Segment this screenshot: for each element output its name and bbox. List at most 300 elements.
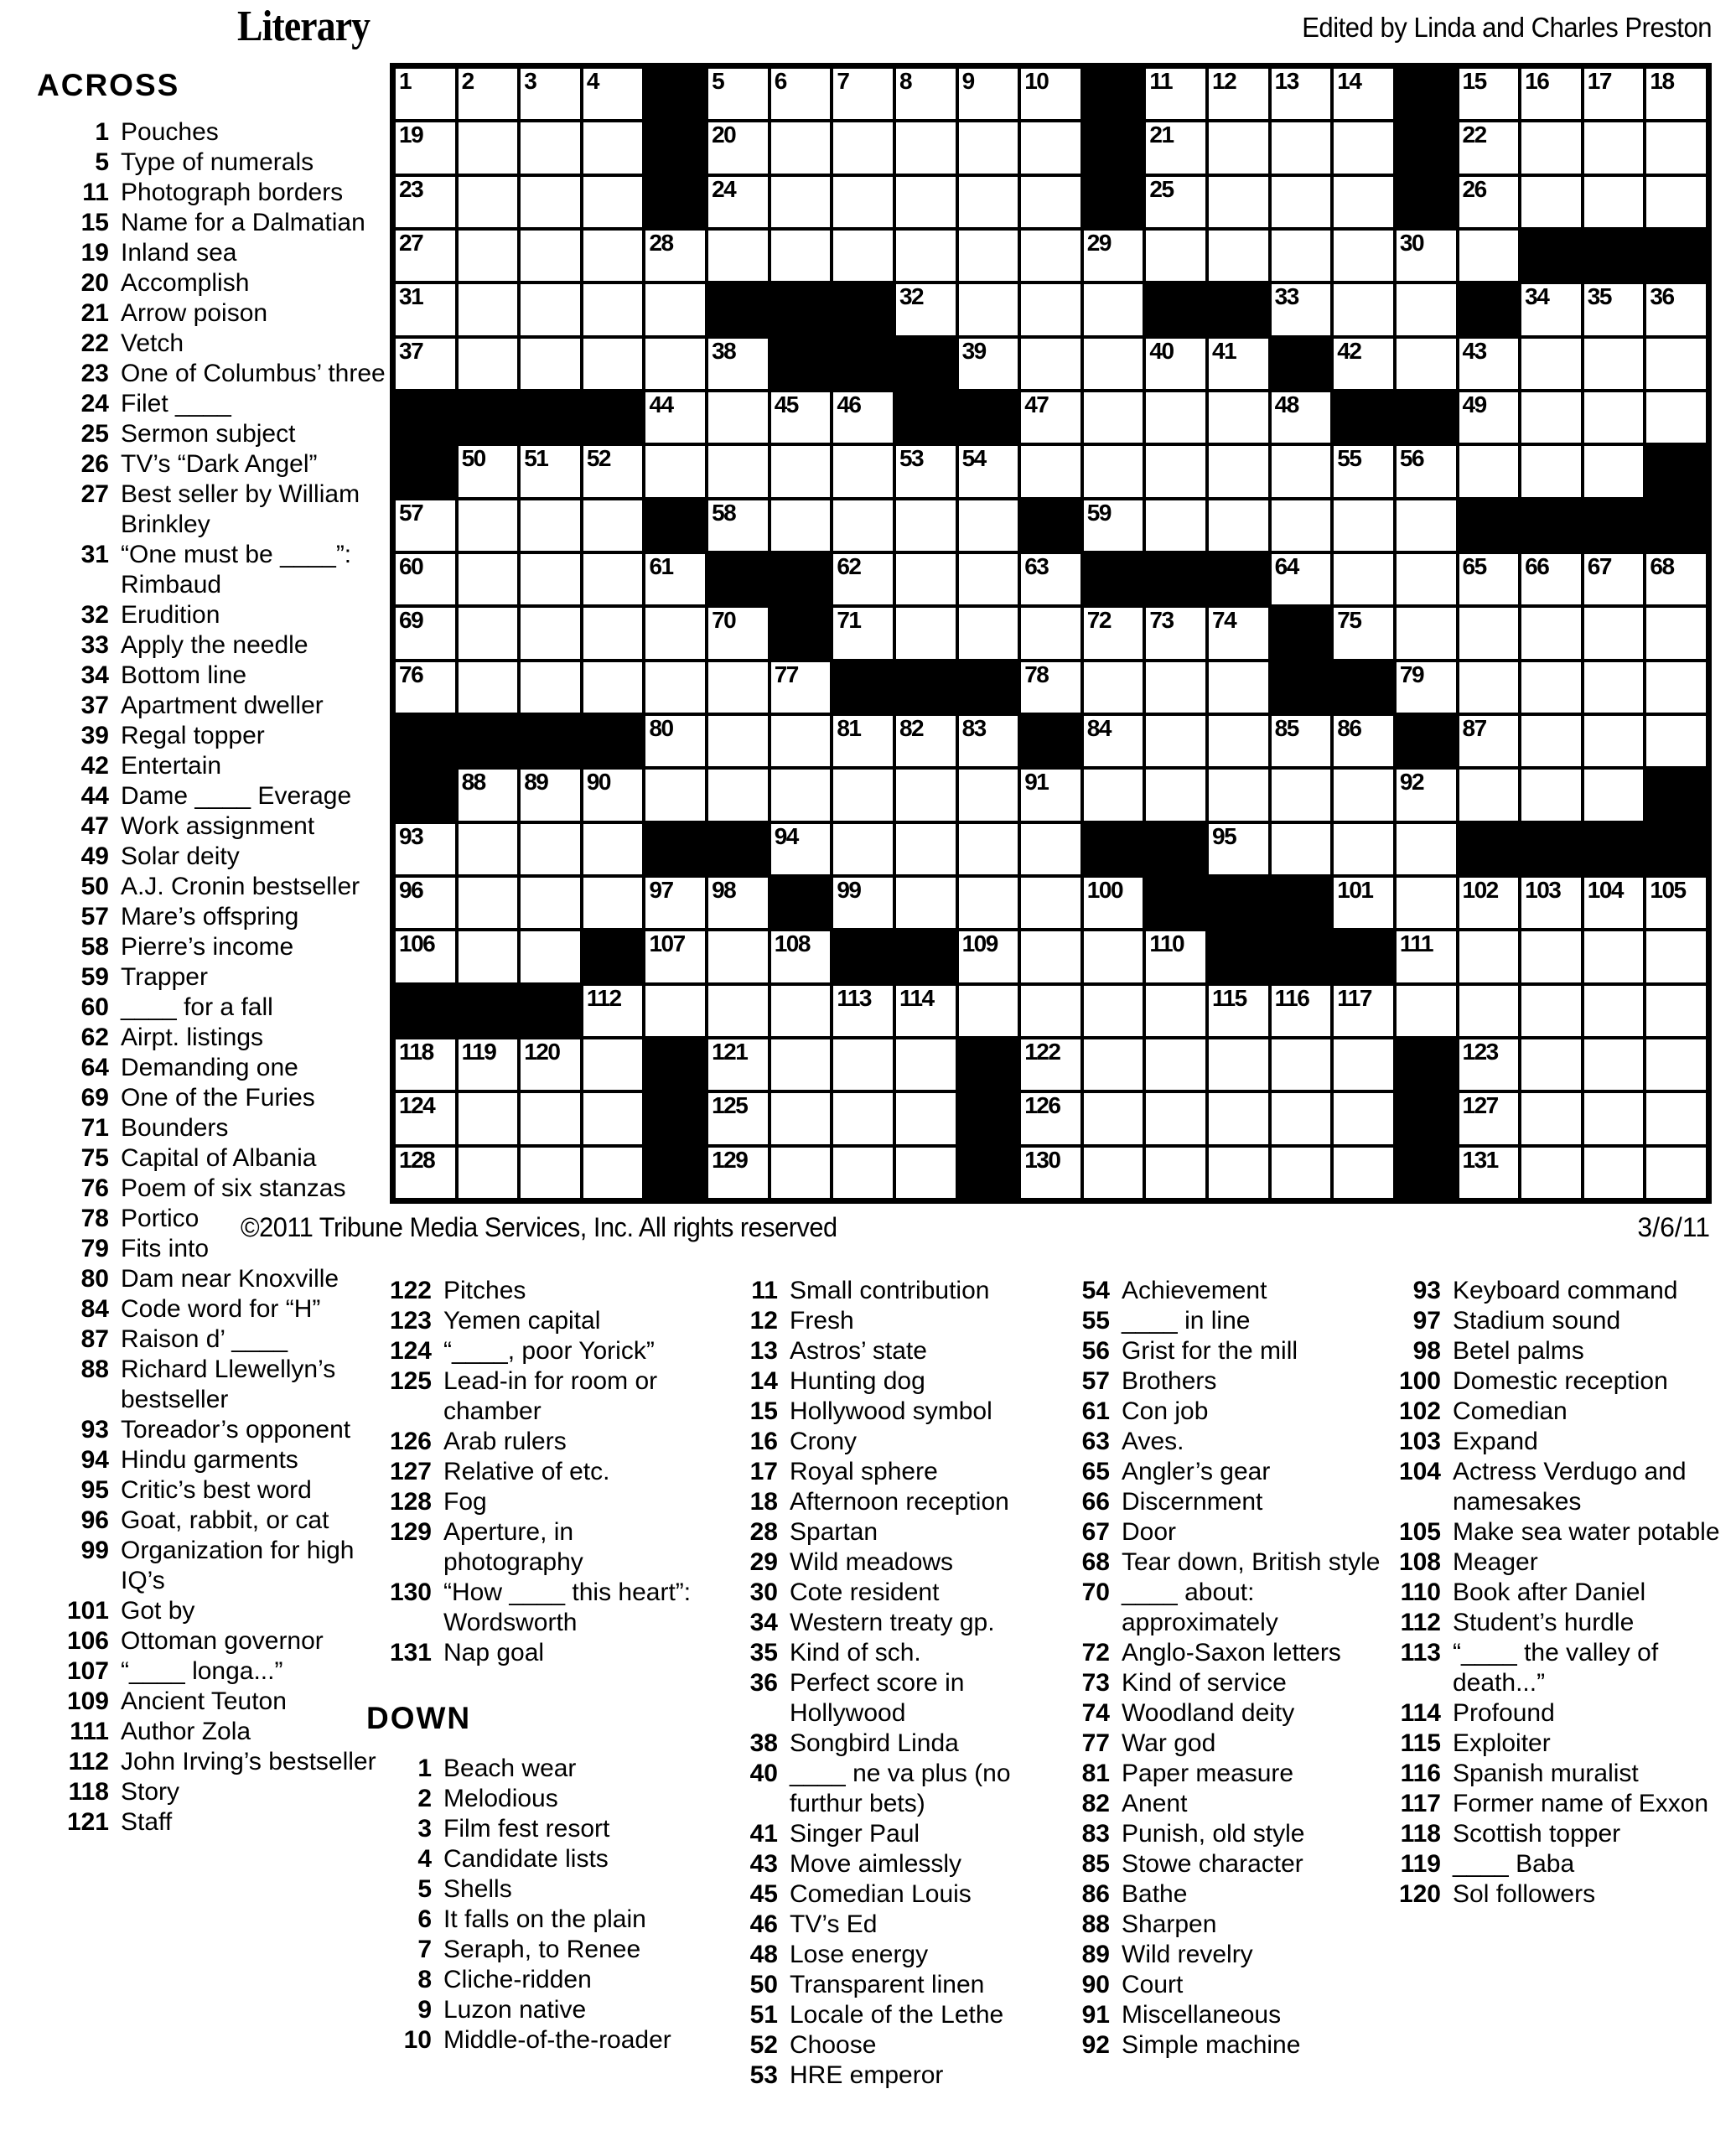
grid-cell[interactable] xyxy=(394,876,457,930)
grid-cell[interactable] xyxy=(1520,444,1583,498)
grid-cell[interactable] xyxy=(1270,121,1333,174)
grid-cell[interactable] xyxy=(644,768,707,822)
grid-cell[interactable] xyxy=(1520,1146,1583,1200)
grid-cell[interactable] xyxy=(1332,121,1395,174)
grid-cell[interactable] xyxy=(1270,229,1333,283)
grid-cell[interactable] xyxy=(1395,984,1458,1038)
grid-cell[interactable] xyxy=(644,876,707,930)
grid-cell[interactable] xyxy=(519,121,582,174)
grid-cell[interactable] xyxy=(457,229,520,283)
grid-cell[interactable] xyxy=(1458,984,1521,1038)
grid-cell[interactable] xyxy=(1207,229,1270,283)
grid-cell[interactable] xyxy=(1395,876,1458,930)
grid-cell[interactable] xyxy=(1082,606,1145,660)
grid-cell[interactable] xyxy=(1332,67,1395,121)
grid-cell[interactable] xyxy=(957,67,1020,121)
grid-cell[interactable] xyxy=(1082,337,1145,391)
grid-cell[interactable] xyxy=(1583,930,1645,983)
grid-cell[interactable] xyxy=(1207,67,1270,121)
grid-cell[interactable] xyxy=(457,822,520,876)
grid-cell[interactable] xyxy=(832,1146,894,1200)
grid-cell[interactable] xyxy=(957,606,1020,660)
grid-cell[interactable] xyxy=(457,552,520,606)
grid-cell[interactable] xyxy=(394,606,457,660)
grid-cell[interactable] xyxy=(1332,444,1395,498)
grid-cell[interactable] xyxy=(707,175,770,229)
grid-cell[interactable] xyxy=(894,552,957,606)
grid-cell[interactable] xyxy=(957,552,1020,606)
grid-cell[interactable] xyxy=(1019,552,1082,606)
grid-cell[interactable] xyxy=(707,661,770,714)
grid-cell[interactable] xyxy=(457,175,520,229)
grid-cell[interactable] xyxy=(582,606,645,660)
grid-cell[interactable] xyxy=(1645,876,1707,930)
grid-cell[interactable] xyxy=(1583,661,1645,714)
grid-cell[interactable] xyxy=(519,1146,582,1200)
grid-cell[interactable] xyxy=(1520,121,1583,174)
grid-cell[interactable] xyxy=(1395,930,1458,983)
grid-cell[interactable] xyxy=(894,67,957,121)
grid-cell[interactable] xyxy=(519,444,582,498)
grid-cell[interactable] xyxy=(1270,175,1333,229)
grid-cell[interactable] xyxy=(770,499,832,552)
grid-cell[interactable] xyxy=(707,121,770,174)
grid-cell[interactable] xyxy=(1332,1038,1395,1091)
grid-cell[interactable] xyxy=(394,67,457,121)
grid-cell[interactable] xyxy=(1019,1038,1082,1091)
grid-cell[interactable] xyxy=(1144,391,1207,444)
grid-cell[interactable] xyxy=(519,1091,582,1145)
grid-cell[interactable] xyxy=(1144,1146,1207,1200)
grid-cell[interactable] xyxy=(1144,229,1207,283)
grid-cell[interactable] xyxy=(1520,768,1583,822)
grid-cell[interactable] xyxy=(582,229,645,283)
grid-cell[interactable] xyxy=(1458,768,1521,822)
grid-cell[interactable] xyxy=(1332,175,1395,229)
grid-cell[interactable] xyxy=(1082,930,1145,983)
grid-cell[interactable] xyxy=(582,121,645,174)
grid-cell[interactable] xyxy=(582,499,645,552)
grid-cell[interactable] xyxy=(1520,661,1583,714)
grid-cell[interactable] xyxy=(1270,444,1333,498)
grid-cell[interactable] xyxy=(1270,1091,1333,1145)
grid-cell[interactable] xyxy=(1082,984,1145,1038)
grid-cell[interactable] xyxy=(394,661,457,714)
grid-cell[interactable] xyxy=(1207,984,1270,1038)
grid-cell[interactable] xyxy=(1645,175,1707,229)
grid-cell[interactable] xyxy=(1019,606,1082,660)
grid-cell[interactable] xyxy=(457,337,520,391)
grid-cell[interactable] xyxy=(1520,984,1583,1038)
grid-cell[interactable] xyxy=(582,661,645,714)
grid-cell[interactable] xyxy=(894,714,957,768)
grid-cell[interactable] xyxy=(894,283,957,336)
grid-cell[interactable] xyxy=(394,337,457,391)
grid-cell[interactable] xyxy=(770,1091,832,1145)
grid-cell[interactable] xyxy=(770,1146,832,1200)
grid-cell[interactable] xyxy=(582,1146,645,1200)
grid-cell[interactable] xyxy=(1645,552,1707,606)
grid-cell[interactable] xyxy=(707,391,770,444)
grid-cell[interactable] xyxy=(519,499,582,552)
grid-cell[interactable] xyxy=(394,1038,457,1091)
grid-cell[interactable] xyxy=(1144,768,1207,822)
grid-cell[interactable] xyxy=(1458,175,1521,229)
grid-cell[interactable] xyxy=(519,930,582,983)
grid-cell[interactable] xyxy=(457,67,520,121)
grid-cell[interactable] xyxy=(1458,444,1521,498)
grid-cell[interactable] xyxy=(894,768,957,822)
grid-cell[interactable] xyxy=(1332,984,1395,1038)
grid-cell[interactable] xyxy=(644,229,707,283)
grid-cell[interactable] xyxy=(1207,1091,1270,1145)
grid-cell[interactable] xyxy=(1458,661,1521,714)
grid-cell[interactable] xyxy=(1458,391,1521,444)
grid-cell[interactable] xyxy=(832,552,894,606)
grid-cell[interactable] xyxy=(1520,876,1583,930)
grid-cell[interactable] xyxy=(519,661,582,714)
grid-cell[interactable] xyxy=(457,930,520,983)
grid-cell[interactable] xyxy=(957,283,1020,336)
grid-cell[interactable] xyxy=(644,391,707,444)
grid-cell[interactable] xyxy=(1583,67,1645,121)
grid-cell[interactable] xyxy=(1583,714,1645,768)
grid-cell[interactable] xyxy=(1520,391,1583,444)
grid-cell[interactable] xyxy=(1458,121,1521,174)
grid-cell[interactable] xyxy=(1645,1038,1707,1091)
grid-cell[interactable] xyxy=(770,121,832,174)
grid-cell[interactable] xyxy=(1082,229,1145,283)
grid-cell[interactable] xyxy=(770,661,832,714)
grid-cell[interactable] xyxy=(1144,984,1207,1038)
grid-cell[interactable] xyxy=(1458,67,1521,121)
grid-cell[interactable] xyxy=(1207,391,1270,444)
grid-cell[interactable] xyxy=(1645,984,1707,1038)
grid-cell[interactable] xyxy=(894,121,957,174)
grid-cell[interactable] xyxy=(707,714,770,768)
grid-cell[interactable] xyxy=(707,876,770,930)
grid-cell[interactable] xyxy=(1395,552,1458,606)
grid-cell[interactable] xyxy=(457,1091,520,1145)
grid-cell[interactable] xyxy=(832,876,894,930)
grid-cell[interactable] xyxy=(519,67,582,121)
grid-cell[interactable] xyxy=(1458,1038,1521,1091)
grid-cell[interactable] xyxy=(1144,661,1207,714)
grid-cell[interactable] xyxy=(894,984,957,1038)
grid-cell[interactable] xyxy=(707,67,770,121)
grid-cell[interactable] xyxy=(1270,283,1333,336)
grid-cell[interactable] xyxy=(582,1038,645,1091)
grid-cell[interactable] xyxy=(1082,661,1145,714)
grid-cell[interactable] xyxy=(957,984,1020,1038)
grid-cell[interactable] xyxy=(582,1091,645,1145)
grid-cell[interactable] xyxy=(1207,337,1270,391)
grid-cell[interactable] xyxy=(707,337,770,391)
grid-cell[interactable] xyxy=(1332,1146,1395,1200)
grid-cell[interactable] xyxy=(1395,661,1458,714)
grid-cell[interactable] xyxy=(1144,1038,1207,1091)
grid-cell[interactable] xyxy=(1207,714,1270,768)
grid-cell[interactable] xyxy=(582,67,645,121)
grid-cell[interactable] xyxy=(1583,1146,1645,1200)
grid-cell[interactable] xyxy=(894,175,957,229)
grid-cell[interactable] xyxy=(770,175,832,229)
grid-cell[interactable] xyxy=(1019,1091,1082,1145)
grid-cell[interactable] xyxy=(832,67,894,121)
grid-cell[interactable] xyxy=(832,822,894,876)
grid-cell[interactable] xyxy=(707,1038,770,1091)
grid-cell[interactable] xyxy=(832,121,894,174)
grid-cell[interactable] xyxy=(1270,984,1333,1038)
grid-cell[interactable] xyxy=(707,984,770,1038)
grid-cell[interactable] xyxy=(1395,229,1458,283)
grid-cell[interactable] xyxy=(1019,67,1082,121)
grid-cell[interactable] xyxy=(707,930,770,983)
grid-cell[interactable] xyxy=(644,552,707,606)
grid-cell[interactable] xyxy=(1207,1038,1270,1091)
grid-cell[interactable] xyxy=(1458,714,1521,768)
grid-cell[interactable] xyxy=(1019,121,1082,174)
grid-cell[interactable] xyxy=(1458,552,1521,606)
grid-cell[interactable] xyxy=(1458,1146,1521,1200)
grid-cell[interactable] xyxy=(582,552,645,606)
grid-cell[interactable] xyxy=(394,229,457,283)
grid-cell[interactable] xyxy=(644,661,707,714)
grid-cell[interactable] xyxy=(1583,283,1645,336)
grid-cell[interactable] xyxy=(894,876,957,930)
grid-cell[interactable] xyxy=(1520,714,1583,768)
grid-cell[interactable] xyxy=(770,1038,832,1091)
grid-cell[interactable] xyxy=(1520,552,1583,606)
grid-cell[interactable] xyxy=(1207,499,1270,552)
grid-cell[interactable] xyxy=(957,337,1020,391)
grid-cell[interactable] xyxy=(957,121,1020,174)
grid-cell[interactable] xyxy=(1645,714,1707,768)
grid-cell[interactable] xyxy=(1019,1146,1082,1200)
grid-cell[interactable] xyxy=(1332,714,1395,768)
grid-cell[interactable] xyxy=(832,499,894,552)
grid-cell[interactable] xyxy=(582,984,645,1038)
grid-cell[interactable] xyxy=(582,337,645,391)
grid-cell[interactable] xyxy=(957,175,1020,229)
grid-cell[interactable] xyxy=(1332,499,1395,552)
grid-cell[interactable] xyxy=(519,606,582,660)
grid-cell[interactable] xyxy=(519,175,582,229)
grid-cell[interactable] xyxy=(957,876,1020,930)
grid-cell[interactable] xyxy=(582,175,645,229)
grid-cell[interactable] xyxy=(1207,175,1270,229)
grid-cell[interactable] xyxy=(957,444,1020,498)
grid-cell[interactable] xyxy=(894,606,957,660)
grid-cell[interactable] xyxy=(644,714,707,768)
grid-cell[interactable] xyxy=(1458,229,1521,283)
grid-cell[interactable] xyxy=(644,606,707,660)
grid-cell[interactable] xyxy=(457,768,520,822)
grid-cell[interactable] xyxy=(1520,606,1583,660)
grid-cell[interactable] xyxy=(1395,444,1458,498)
grid-cell[interactable] xyxy=(1082,444,1145,498)
grid-cell[interactable] xyxy=(1583,121,1645,174)
grid-cell[interactable] xyxy=(457,661,520,714)
grid-cell[interactable] xyxy=(1270,499,1333,552)
grid-cell[interactable] xyxy=(394,552,457,606)
grid-cell[interactable] xyxy=(457,499,520,552)
grid-cell[interactable] xyxy=(457,1146,520,1200)
grid-cell[interactable] xyxy=(1395,822,1458,876)
grid-cell[interactable] xyxy=(1082,391,1145,444)
grid-cell[interactable] xyxy=(832,444,894,498)
grid-cell[interactable] xyxy=(770,391,832,444)
grid-cell[interactable] xyxy=(1082,876,1145,930)
grid-cell[interactable] xyxy=(1270,1038,1333,1091)
grid-cell[interactable] xyxy=(1458,606,1521,660)
grid-cell[interactable] xyxy=(1270,822,1333,876)
grid-cell[interactable] xyxy=(957,499,1020,552)
grid-cell[interactable] xyxy=(1583,1038,1645,1091)
grid-cell[interactable] xyxy=(1270,67,1333,121)
grid-cell[interactable] xyxy=(394,121,457,174)
grid-cell[interactable] xyxy=(1082,1091,1145,1145)
grid-cell[interactable] xyxy=(770,822,832,876)
grid-cell[interactable] xyxy=(832,1091,894,1145)
grid-cell[interactable] xyxy=(1270,768,1333,822)
grid-cell[interactable] xyxy=(1583,552,1645,606)
grid-cell[interactable] xyxy=(1583,337,1645,391)
grid-cell[interactable] xyxy=(1082,283,1145,336)
grid-cell[interactable] xyxy=(1144,444,1207,498)
grid-cell[interactable] xyxy=(1207,768,1270,822)
grid-cell[interactable] xyxy=(457,1038,520,1091)
grid-cell[interactable] xyxy=(1520,337,1583,391)
grid-cell[interactable] xyxy=(832,175,894,229)
grid-cell[interactable] xyxy=(1645,337,1707,391)
grid-cell[interactable] xyxy=(1144,606,1207,660)
grid-cell[interactable] xyxy=(1270,552,1333,606)
grid-cell[interactable] xyxy=(1645,930,1707,983)
grid-cell[interactable] xyxy=(1019,283,1082,336)
grid-cell[interactable] xyxy=(1019,930,1082,983)
grid-cell[interactable] xyxy=(582,822,645,876)
grid-cell[interactable] xyxy=(394,499,457,552)
grid-cell[interactable] xyxy=(1019,661,1082,714)
grid-cell[interactable] xyxy=(1583,768,1645,822)
grid-cell[interactable] xyxy=(1645,121,1707,174)
grid-cell[interactable] xyxy=(1019,175,1082,229)
grid-cell[interactable] xyxy=(770,930,832,983)
grid-cell[interactable] xyxy=(1645,1091,1707,1145)
grid-cell[interactable] xyxy=(894,1091,957,1145)
grid-cell[interactable] xyxy=(1645,1146,1707,1200)
grid-cell[interactable] xyxy=(519,822,582,876)
grid-cell[interactable] xyxy=(519,229,582,283)
grid-cell[interactable] xyxy=(707,229,770,283)
grid-cell[interactable] xyxy=(770,984,832,1038)
grid-cell[interactable] xyxy=(1144,175,1207,229)
grid-cell[interactable] xyxy=(1583,606,1645,660)
grid-cell[interactable] xyxy=(1583,391,1645,444)
grid-cell[interactable] xyxy=(707,606,770,660)
grid-cell[interactable] xyxy=(1395,337,1458,391)
grid-cell[interactable] xyxy=(1458,876,1521,930)
grid-cell[interactable] xyxy=(582,876,645,930)
grid-cell[interactable] xyxy=(394,283,457,336)
grid-cell[interactable] xyxy=(707,1146,770,1200)
grid-cell[interactable] xyxy=(1207,444,1270,498)
grid-cell[interactable] xyxy=(1583,1091,1645,1145)
grid-cell[interactable] xyxy=(582,444,645,498)
grid-cell[interactable] xyxy=(957,930,1020,983)
grid-cell[interactable] xyxy=(394,1146,457,1200)
grid-cell[interactable] xyxy=(394,175,457,229)
grid-cell[interactable] xyxy=(1520,175,1583,229)
grid-cell[interactable] xyxy=(1207,121,1270,174)
grid-cell[interactable] xyxy=(457,444,520,498)
grid-cell[interactable] xyxy=(707,499,770,552)
grid-cell[interactable] xyxy=(832,768,894,822)
grid-cell[interactable] xyxy=(957,822,1020,876)
grid-cell[interactable] xyxy=(1019,822,1082,876)
grid-cell[interactable] xyxy=(707,444,770,498)
grid-cell[interactable] xyxy=(582,283,645,336)
grid-cell[interactable] xyxy=(1144,930,1207,983)
grid-cell[interactable] xyxy=(707,768,770,822)
grid-cell[interactable] xyxy=(1520,1091,1583,1145)
grid-cell[interactable] xyxy=(394,1091,457,1145)
grid-cell[interactable] xyxy=(1583,876,1645,930)
grid-cell[interactable] xyxy=(1332,876,1395,930)
grid-cell[interactable] xyxy=(1520,283,1583,336)
grid-cell[interactable] xyxy=(1332,768,1395,822)
grid-cell[interactable] xyxy=(1019,984,1082,1038)
grid-cell[interactable] xyxy=(1207,661,1270,714)
grid-cell[interactable] xyxy=(1332,337,1395,391)
grid-cell[interactable] xyxy=(519,337,582,391)
grid-cell[interactable] xyxy=(832,229,894,283)
grid-cell[interactable] xyxy=(770,444,832,498)
grid-cell[interactable] xyxy=(957,714,1020,768)
grid-cell[interactable] xyxy=(894,444,957,498)
grid-cell[interactable] xyxy=(770,229,832,283)
grid-cell[interactable] xyxy=(644,444,707,498)
grid-cell[interactable] xyxy=(1082,768,1145,822)
grid-cell[interactable] xyxy=(832,984,894,1038)
grid-cell[interactable] xyxy=(1458,1091,1521,1145)
grid-cell[interactable] xyxy=(1019,876,1082,930)
grid-cell[interactable] xyxy=(832,391,894,444)
grid-cell[interactable] xyxy=(770,714,832,768)
grid-cell[interactable] xyxy=(1395,283,1458,336)
grid-cell[interactable] xyxy=(1520,67,1583,121)
grid-cell[interactable] xyxy=(1019,229,1082,283)
grid-cell[interactable] xyxy=(1520,1038,1583,1091)
grid-cell[interactable] xyxy=(457,283,520,336)
grid-cell[interactable] xyxy=(519,768,582,822)
grid-cell[interactable] xyxy=(1144,1091,1207,1145)
grid-cell[interactable] xyxy=(1019,768,1082,822)
grid-cell[interactable] xyxy=(1207,822,1270,876)
grid-cell[interactable] xyxy=(832,714,894,768)
grid-cell[interactable] xyxy=(894,499,957,552)
grid-cell[interactable] xyxy=(1207,1146,1270,1200)
grid-cell[interactable] xyxy=(1082,1146,1145,1200)
grid-cell[interactable] xyxy=(1645,283,1707,336)
grid-cell[interactable] xyxy=(1645,661,1707,714)
grid-cell[interactable] xyxy=(770,768,832,822)
grid-cell[interactable] xyxy=(957,768,1020,822)
grid-cell[interactable] xyxy=(1332,552,1395,606)
grid-cell[interactable] xyxy=(707,1091,770,1145)
grid-cell[interactable] xyxy=(1332,606,1395,660)
